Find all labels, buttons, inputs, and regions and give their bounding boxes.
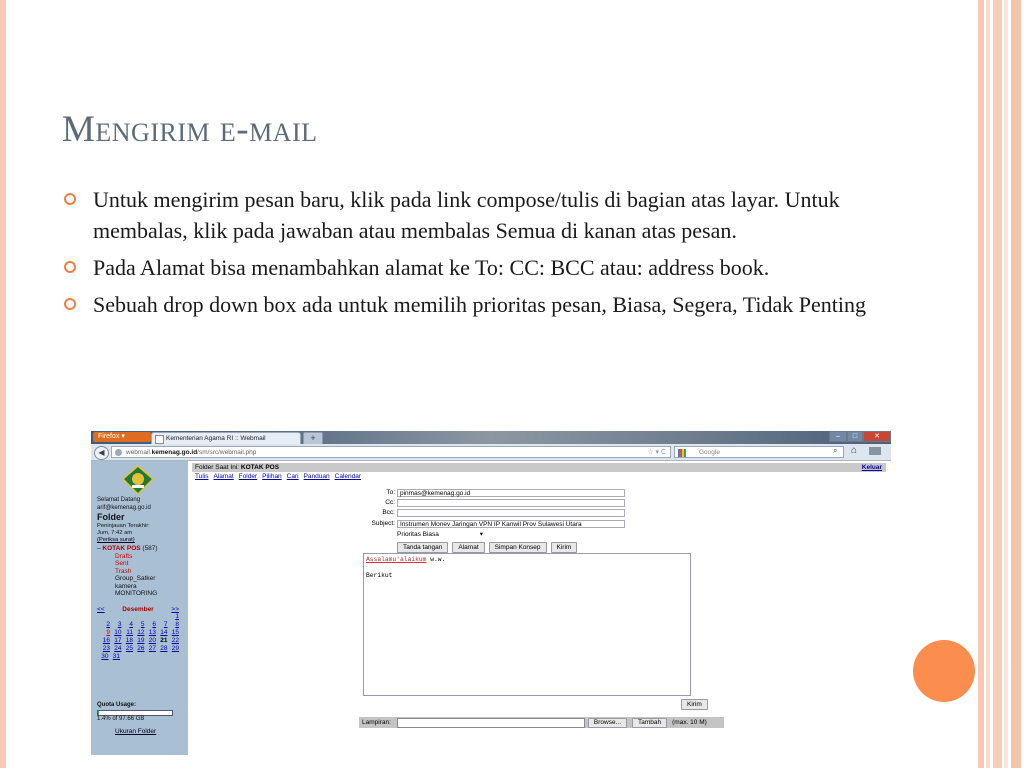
top-menu xyxy=(195,473,366,481)
folder-size-link[interactable]: Ukuran Folder xyxy=(115,728,157,735)
cc-row xyxy=(352,498,625,507)
calendar-day[interactable]: 2 xyxy=(106,621,110,628)
bullet-item xyxy=(62,184,912,246)
webmail-screenshot xyxy=(91,431,891,755)
save-draft-button[interactable]: Simpan Konsep xyxy=(489,542,547,553)
calendar-day[interactable]: 31 xyxy=(112,653,120,660)
folder-inbox[interactable]: – KOTAK POS (587) xyxy=(97,545,158,552)
current-folder-bar xyxy=(192,463,886,472)
misspelled-word: Assalamu'alaikum xyxy=(366,556,427,563)
close-button[interactable]: ✕ xyxy=(863,431,891,442)
subject-label: Subject: xyxy=(371,520,395,527)
bullet-text: Untuk mengirim pesan baru, klik pada link compose/tulis di bagian atas layar. Untuk membalas, klik pada jawaban atau membalas Semua di kanan atas pesan. xyxy=(93,187,840,243)
max-size-label: (max. 10 M) xyxy=(672,719,707,726)
bullet-text: Sebuah drop down box ada untuk memilih prioritas pesan, Biasa, Segera, Tidak Penting xyxy=(93,292,866,317)
calendar-day[interactable]: 20 xyxy=(148,637,156,644)
new-tab-button[interactable]: + xyxy=(303,432,323,445)
calendar-row xyxy=(97,613,179,621)
page-icon xyxy=(155,435,164,444)
cc-label: Cc: xyxy=(385,499,395,506)
back-icon[interactable]: ◀ xyxy=(94,446,109,460)
inbox-count: (587) xyxy=(142,545,158,552)
site-identity-icon xyxy=(115,449,122,456)
calendar-day[interactable]: 22 xyxy=(171,637,179,644)
logout-link[interactable]: Keluar xyxy=(861,464,882,471)
url-prefix: webmail. xyxy=(126,449,152,456)
bullet-item xyxy=(62,289,912,320)
calendar-day[interactable]: 16 xyxy=(102,637,110,644)
calendar-day[interactable]: 21 xyxy=(160,637,168,644)
greeting xyxy=(97,497,151,512)
calendar-day[interactable]: 17 xyxy=(114,637,122,644)
calendar-day[interactable]: 9 xyxy=(106,629,110,636)
to-row xyxy=(352,488,625,497)
calendar-day[interactable]: 18 xyxy=(125,637,133,644)
folder-trash[interactable]: Trash xyxy=(115,567,132,575)
check-mail-link[interactable]: (Periksa surat) xyxy=(97,537,135,543)
current-folder-label: Folder Saat Ini: xyxy=(195,464,240,471)
calendar xyxy=(97,606,179,661)
signature-button[interactable]: Tanda tangan xyxy=(397,542,448,553)
maximize-button[interactable]: □ xyxy=(847,431,863,442)
message-body[interactable] xyxy=(363,553,691,696)
home-icon[interactable]: ⌂ xyxy=(851,445,858,456)
tab-title: Kementerian Agama RI :: Webmail xyxy=(166,435,266,442)
decor-stripe xyxy=(993,0,1002,768)
google-icon xyxy=(678,449,686,457)
calendar-day[interactable]: 4 xyxy=(129,621,133,628)
body-line xyxy=(366,556,688,564)
bullet-icon xyxy=(64,193,76,205)
search-input[interactable] xyxy=(674,446,844,458)
send-button[interactable]: Kirim xyxy=(551,542,578,553)
calendar-next[interactable]: >> xyxy=(171,606,179,613)
inbox-label: KOTAK POS xyxy=(102,545,141,552)
url-path: /sm/src/webmail.php xyxy=(197,449,257,456)
firefox-label: Firefox xyxy=(98,433,120,440)
firefox-menu-button[interactable]: Firefox ▾ xyxy=(93,432,151,442)
calendar-prev[interactable]: << xyxy=(97,606,105,613)
minimize-button[interactable]: – xyxy=(829,431,847,442)
folder-list xyxy=(97,545,158,598)
menu-cari[interactable]: Cari xyxy=(286,473,299,480)
calendar-header xyxy=(97,606,179,613)
bullet-icon xyxy=(64,261,76,273)
bookmark-star-icon[interactable]: ☆ ▾ C xyxy=(647,449,666,456)
last-check-time: Jum, 7:42 am xyxy=(97,530,133,536)
kemenag-logo xyxy=(121,465,155,495)
browse-button[interactable]: Browse... xyxy=(588,718,627,728)
address-button[interactable]: Alamat xyxy=(452,542,484,553)
quota-fill xyxy=(98,711,99,715)
calendar-day[interactable]: 25 xyxy=(125,645,133,652)
calendar-day[interactable]: 24 xyxy=(114,645,122,652)
subject-input[interactable]: Instrumen Monev Jaringan VPN IP Kanwil Prov Sulawesi Utara xyxy=(397,520,625,528)
priority-select[interactable] xyxy=(397,531,485,539)
folder-sent[interactable]: Sent xyxy=(115,560,129,567)
calendar-day[interactable]: 26 xyxy=(137,645,145,652)
calendar-day[interactable]: 15 xyxy=(171,629,179,636)
calendar-day[interactable]: 6 xyxy=(152,621,156,628)
calendar-day[interactable]: 27 xyxy=(148,645,156,652)
compose-buttons xyxy=(397,542,577,553)
body-line: Berikut xyxy=(366,572,393,579)
calendar-day[interactable]: 28 xyxy=(160,645,168,652)
chevron-down-icon: ▾ xyxy=(479,531,483,538)
calendar-day[interactable]: 23 xyxy=(102,645,110,652)
cc-input[interactable] xyxy=(397,499,625,507)
menu-pilihan[interactable]: Pilihan xyxy=(262,473,282,480)
attachment-bar xyxy=(359,717,724,728)
subject-row xyxy=(352,519,625,528)
quota-label: Quota Usage: xyxy=(97,702,137,708)
decor-stripe xyxy=(978,0,984,768)
attachment-label: Lampiran: xyxy=(362,719,391,726)
bcc-label: Bcc: xyxy=(382,509,395,516)
folder-monitoring[interactable]: MONITORING xyxy=(115,590,158,597)
browser-nav-bar xyxy=(91,444,891,461)
calendar-day[interactable]: 3 xyxy=(117,621,122,628)
last-check xyxy=(97,523,150,544)
bcc-input[interactable] xyxy=(397,509,625,517)
menu-tulis[interactable]: Tulis xyxy=(195,473,209,480)
webmail-sidebar xyxy=(91,461,188,755)
url-domain: kemenag.go.id xyxy=(151,449,198,456)
browser-tab[interactable] xyxy=(151,432,301,444)
calendar-month: Desember xyxy=(122,606,154,613)
page-content xyxy=(91,461,891,755)
folder-heading: Folder xyxy=(97,512,125,522)
quota-text: 1.4% of 97.66 GB xyxy=(97,716,145,722)
to-input[interactable]: pinmas@kemenag.go.id xyxy=(397,489,625,497)
decor-stripe xyxy=(1011,0,1021,768)
bullet-list xyxy=(62,184,912,326)
browser-tab-bar xyxy=(91,431,891,444)
add-attachment-button[interactable]: Tambah xyxy=(632,718,667,728)
calendar-grid xyxy=(97,613,179,661)
user-email: arif@kemenag.go.id xyxy=(97,504,151,511)
compose-area xyxy=(192,461,891,755)
calendar-row xyxy=(97,621,179,629)
decor-stripe xyxy=(1004,0,1008,768)
calendar-day[interactable]: 7 xyxy=(163,621,168,628)
calendar-day[interactable]: 13 xyxy=(148,629,156,636)
calendar-day[interactable]: 5 xyxy=(140,621,145,628)
calendar-row xyxy=(97,653,179,661)
decor-circle xyxy=(913,640,975,702)
greeting-text: Selamat Datang xyxy=(97,497,141,503)
calendar-day[interactable]: 1 xyxy=(175,613,179,620)
bullet-text: Pada Alamat bisa menambahkan alamat ke To: CC: BCC atau: address book. xyxy=(93,255,770,280)
bcc-row xyxy=(352,508,625,517)
calendar-row xyxy=(97,629,179,637)
slide-title: Mengirim e-mail xyxy=(62,109,318,150)
folder-kamera[interactable]: kamera xyxy=(115,582,137,590)
calendar-day[interactable]: 14 xyxy=(160,629,168,636)
menu-folder[interactable]: Folder xyxy=(238,473,258,480)
calendar-day[interactable]: 19 xyxy=(137,637,145,644)
folder-group-satker[interactable]: Group_Satker xyxy=(115,575,156,582)
calendar-day[interactable]: 30 xyxy=(101,653,109,660)
menu-calendar[interactable]: Calendar xyxy=(334,473,362,480)
search-icon[interactable]: ⌕ xyxy=(833,446,838,455)
send-button-bottom[interactable]: Kirim xyxy=(681,699,708,710)
body-text: w.w. xyxy=(426,556,446,563)
decor-stripe xyxy=(986,0,990,768)
calendar-row xyxy=(97,645,179,653)
current-folder-name: KOTAK POS xyxy=(240,464,280,471)
bullet-item xyxy=(62,252,912,283)
to-label: To: xyxy=(386,489,395,496)
calendar-day[interactable]: 10 xyxy=(114,629,122,636)
bookmarks-icon[interactable] xyxy=(869,447,881,455)
menu-panduan[interactable]: Panduan xyxy=(303,473,330,480)
folder-drafts[interactable]: Drafts xyxy=(115,552,133,560)
search-placeholder: Google xyxy=(699,449,720,456)
attachment-file-input[interactable] xyxy=(397,718,585,728)
calendar-day[interactable]: 29 xyxy=(171,645,179,652)
bullet-icon xyxy=(64,298,76,310)
last-check-label: Peninjauan Terakhir: xyxy=(97,523,150,529)
calendar-day[interactable]: 12 xyxy=(137,629,145,636)
url-bar[interactable] xyxy=(111,446,671,458)
menu-alamat[interactable]: Alamat xyxy=(213,473,234,480)
priority-value: Prioritas Biasa xyxy=(397,531,439,538)
calendar-day[interactable]: 8 xyxy=(175,621,179,628)
left-edge-stripe xyxy=(0,0,6,768)
calendar-row xyxy=(97,637,179,645)
calendar-day[interactable]: 11 xyxy=(126,629,133,636)
